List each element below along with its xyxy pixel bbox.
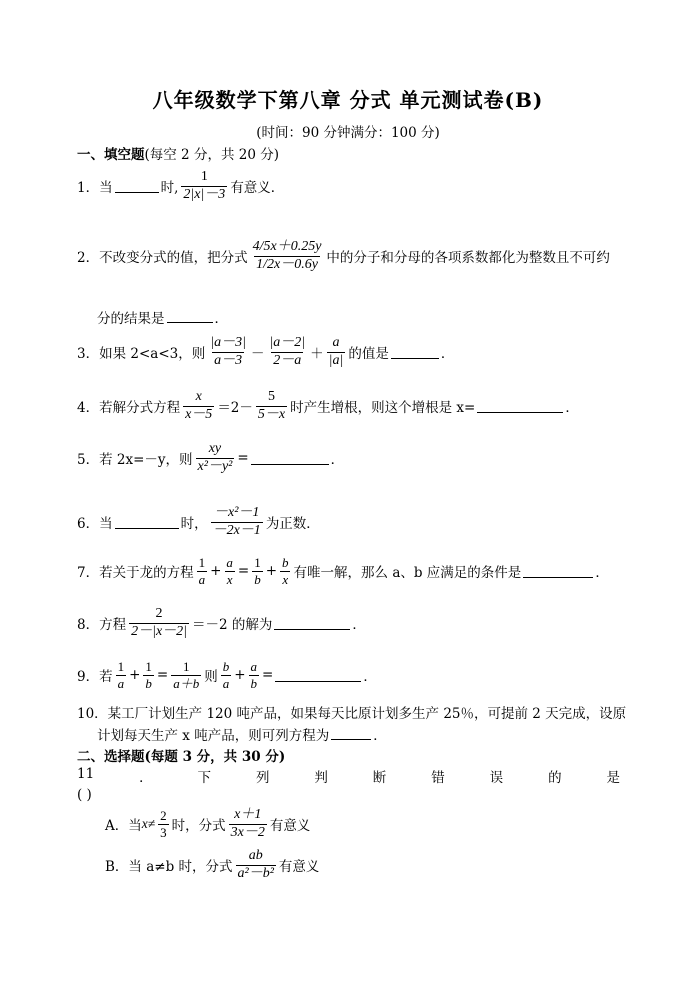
question-10-line-2 <box>97 724 387 744</box>
question-1 <box>77 170 284 202</box>
q11-word: 错 <box>431 770 445 786</box>
page-subtitle: (时间：90 分钟满分：100 分) <box>256 125 440 141</box>
q5-answer-blank[interactable] <box>251 451 329 465</box>
option-a-cond-num: 2 <box>160 808 167 824</box>
question-4 <box>77 390 579 422</box>
q11-word: 是 <box>606 770 620 786</box>
q9-fraction-1 <box>116 660 127 690</box>
q7-fraction-4 <box>280 556 291 586</box>
q3-f3-num: a <box>332 335 340 350</box>
q4-suffix: 时产生增根，则这个增根是 x= <box>290 400 476 417</box>
q11-word: ． <box>139 770 153 786</box>
q4-f2-num: 5 <box>268 389 276 404</box>
q7-equals: = <box>237 563 250 580</box>
q7-f2-den: x <box>226 571 233 587</box>
q4-answer-blank[interactable] <box>477 399 563 413</box>
option-a-prefix: A．当 <box>105 818 142 835</box>
q3-prefix: 3．如果 2<a<3，则 <box>77 346 206 363</box>
q3-fraction-1 <box>208 336 248 368</box>
q2-fraction <box>251 240 324 272</box>
q9-fraction-2 <box>143 660 154 690</box>
q3-suffix: 的值是 <box>348 346 389 363</box>
q10-line2: 计划每天生产 x 吨产品，则可列方程为 <box>97 728 330 744</box>
option-a-fraction <box>229 808 267 840</box>
option-a-den: 3x－2 <box>230 824 265 840</box>
option-a-cond-fraction <box>158 809 169 839</box>
q8-fraction <box>129 607 189 639</box>
q11-word: 断 <box>372 770 387 786</box>
q9-equals-2: = <box>262 667 274 684</box>
q8-prefix: 8．方程 <box>77 617 127 634</box>
q7-f1-den: a <box>198 571 206 587</box>
q1-prefix: 1．当 <box>77 180 113 197</box>
q8-answer-blank[interactable] <box>274 616 350 630</box>
q11-word: 下 <box>197 770 212 786</box>
section-1-heading <box>77 143 279 163</box>
q6-prefix: 6．当 <box>77 516 113 533</box>
q9-plus-1: + <box>129 667 141 684</box>
option-a[interactable] <box>105 808 310 840</box>
option-a-mid: 时，分式 <box>171 818 226 835</box>
q9-then: 则 <box>204 669 218 686</box>
q2-num: 4/5x＋0.25y <box>252 239 322 254</box>
q2-prefix: 2．不改变分式的值，把分式 <box>77 250 248 267</box>
q9-f2-num: 1 <box>145 659 152 674</box>
q4-f2-den: 5－x <box>257 406 286 422</box>
q11-answer-paren[interactable]: ( ) <box>77 787 92 803</box>
q3-minus: － <box>250 346 265 363</box>
q2-end: ． <box>214 311 228 327</box>
question-11-line-1 <box>77 766 620 786</box>
option-b-fraction <box>236 849 276 881</box>
q1-den: 2|x|－3 <box>183 186 226 202</box>
question-7 <box>77 556 609 586</box>
q9-fraction-4 <box>221 660 232 690</box>
q9-fraction-3 <box>171 660 201 690</box>
q5-prefix: 5．若 2x=－y，则 <box>77 452 193 469</box>
q2-line2: 分的结果是 <box>97 311 165 327</box>
q9-equals-1: = <box>156 667 169 684</box>
q2-suffix: 中的分子和分母的各项系数都化为整数且不可约 <box>326 250 610 267</box>
q5-den: x²－y² <box>197 458 233 474</box>
q4-fraction-1 <box>183 390 214 422</box>
q2-answer-blank[interactable] <box>167 309 213 323</box>
q9-f3-num: 1 <box>182 659 190 674</box>
q4-equals: ＝2－ <box>217 400 253 417</box>
q7-f2-num: a <box>226 555 233 570</box>
page-title: 八年级数学下第八章 分式 单元测试卷(B) <box>152 88 544 112</box>
q7-plus-1: + <box>210 563 222 580</box>
question-6 <box>77 506 320 538</box>
q4-end: ． <box>565 400 579 417</box>
q1-num: 1 <box>200 169 208 184</box>
question-2 <box>77 240 610 272</box>
option-a-num: x＋1 <box>234 807 262 822</box>
q9-fraction-5 <box>249 660 260 690</box>
q6-fraction <box>211 506 263 538</box>
q9-f3-den: a＋b <box>173 675 200 691</box>
q3-f3-den: |a| <box>328 352 344 368</box>
option-b-num: ab <box>248 848 263 863</box>
q9-prefix: 9．若 <box>77 669 113 686</box>
q3-f1-den: a－3 <box>214 352 243 368</box>
q4-f1-num: x <box>195 389 202 404</box>
q7-answer-blank[interactable] <box>523 564 593 578</box>
q3-f1-num: |a－3| <box>210 335 246 350</box>
q3-f2-den: 2－a <box>273 352 302 368</box>
option-b[interactable] <box>105 849 319 881</box>
q4-f1-den: x－5 <box>185 406 213 422</box>
q3-fraction-3 <box>327 336 346 368</box>
q5-num: xy <box>208 441 222 456</box>
q3-f2-num: |a－2| <box>269 335 306 350</box>
question-8 <box>77 607 366 639</box>
q5-end: ． <box>330 452 345 469</box>
option-b-prefix: B．当 a≠b 时，分式 <box>105 859 233 876</box>
q9-answer-blank[interactable] <box>275 668 361 682</box>
q1-suffix: 有意义． <box>230 180 285 197</box>
q11-word: 判 <box>314 770 328 786</box>
section-2-heading: 二、选择题(每题 3 分，共 30 分) <box>77 749 286 765</box>
option-a-suffix: 有意义 <box>269 818 311 835</box>
q9-f1-num: 1 <box>117 659 125 674</box>
q1-answer-blank[interactable] <box>115 179 159 193</box>
section-1-note: (每空 2 分，共 20 分) <box>144 147 279 163</box>
question-5 <box>77 442 344 474</box>
question-10-line-1: 10．某工厂计划生产 120 吨产品，如果每天比原计划多生产 25％，可提前 2 天完成，设原 <box>77 706 627 722</box>
q10-end: ． <box>373 728 387 744</box>
q7-f4-den: x <box>282 571 289 587</box>
question-3 <box>77 336 454 368</box>
q6-num: －x²－1 <box>213 505 260 520</box>
q7-f1-num: 1 <box>198 555 206 570</box>
question-2-line-2 <box>97 307 228 327</box>
q7-plus-2: + <box>265 563 278 580</box>
option-b-suffix: 有意义 <box>278 859 320 876</box>
q7-fraction-3 <box>252 556 263 586</box>
section-1-title: 一、填空题 <box>77 147 145 163</box>
q11-word: 11 <box>77 766 95 782</box>
option-b-den: a²－b² <box>237 865 274 881</box>
option-a-condition: x≠ <box>141 816 156 832</box>
q3-plus: ＋ <box>310 346 324 363</box>
q7-fraction-2 <box>224 556 235 586</box>
q8-suffix: ＝－2 的解为 <box>192 617 273 634</box>
q9-f4-den: a <box>222 675 230 691</box>
q1-fraction <box>181 170 227 202</box>
q5-fraction <box>196 442 235 474</box>
q4-prefix: 4．若解分式方程 <box>77 400 181 417</box>
q6-mid: 时， <box>180 516 208 533</box>
q3-end: ． <box>440 346 455 363</box>
q7-f3-den: b <box>254 571 261 587</box>
q5-equals: = <box>237 450 249 467</box>
q4-fraction-2 <box>256 390 287 422</box>
q7-suffix: 有唯一解，那么 a、b 应满足的条件是 <box>293 565 522 582</box>
q2-den: 1/2x－0.6y <box>256 256 318 272</box>
q6-suffix: 为正数． <box>265 516 320 533</box>
q3-fraction-2 <box>267 336 307 368</box>
q8-end: ． <box>352 617 366 634</box>
q7-f3-num: 1 <box>254 555 261 570</box>
q11-word: 列 <box>255 770 270 786</box>
q1-mid: 时, <box>160 180 179 197</box>
q8-num: 2 <box>155 606 163 621</box>
q9-f2-den: b <box>145 675 152 691</box>
question-9 <box>77 660 377 690</box>
q6-answer-blank[interactable] <box>115 515 179 529</box>
q11-word: 误 <box>489 770 504 786</box>
q7-end: ． <box>595 565 609 582</box>
q6-den: －2x－1 <box>212 522 261 538</box>
option-a-cond-den: 3 <box>160 824 167 840</box>
q9-plus-2: + <box>234 667 246 684</box>
q8-den: 2－|x－2| <box>131 623 188 639</box>
q7-f4-num: b <box>282 555 289 570</box>
q9-f4-num: b <box>222 659 230 674</box>
q7-prefix: 7．若关于龙的方程 <box>77 565 194 582</box>
q10-answer-blank[interactable] <box>331 726 371 740</box>
q3-answer-blank[interactable] <box>391 345 439 359</box>
q9-f1-den: a <box>117 675 125 691</box>
q9-end: ． <box>363 669 377 686</box>
q11-word: 的 <box>548 770 562 786</box>
q7-fraction-1 <box>197 556 208 586</box>
q9-f5-den: b <box>250 675 258 691</box>
q9-f5-num: a <box>250 659 258 674</box>
